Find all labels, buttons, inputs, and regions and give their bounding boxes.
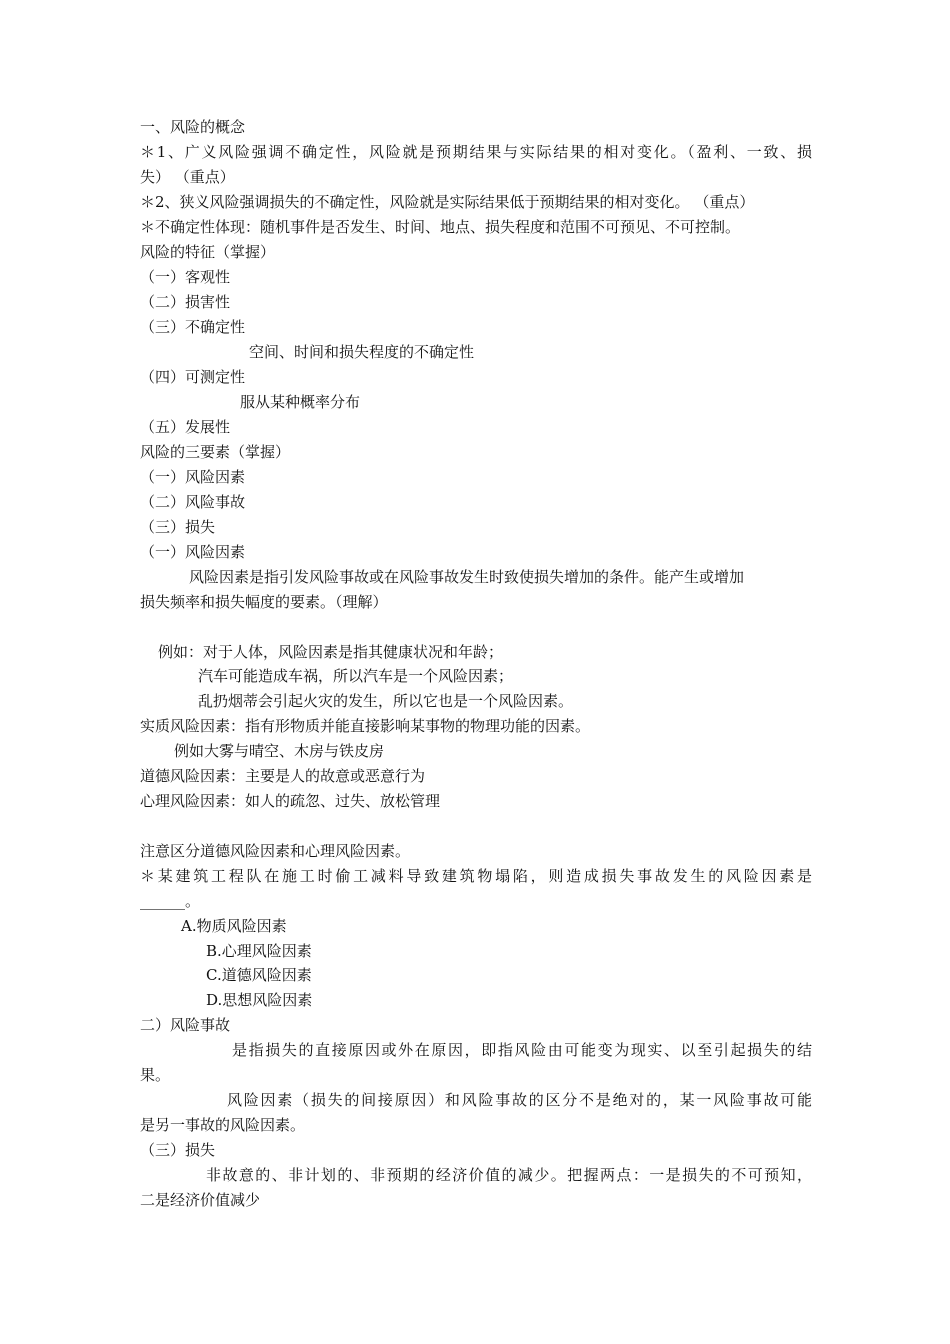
heading-three-elements: 风险的三要素（掌握）: [140, 443, 291, 461]
list-item: （五）发展性: [140, 418, 231, 436]
text-line: 汽车可能造成车祸，所以汽车是一个风险因素；: [198, 667, 514, 685]
heading-risk-features: 风险的特征（掌握）: [140, 243, 276, 261]
subheading: （三）损失: [140, 1141, 216, 1159]
text-line: 实质风险因素：指有形物质并能直接影响某事物的物理功能的因素。: [140, 717, 591, 735]
text-line: 是指损失的直接原因或外在原因，即指风险由可能变为现实、以至引起损失的结: [232, 1041, 812, 1059]
text-line: 例如大雾与晴空、木房与铁皮房: [174, 742, 385, 760]
list-item: （三）不确定性: [140, 318, 246, 336]
text-line: ＊不确定性体现：随机事件是否发生、时间、地点、损失程度和范围不可预见、不可控制。: [140, 218, 741, 236]
text-line: 失） （重点）: [140, 168, 235, 186]
text-line: 例如：对于人体，风险因素是指其健康状况和年龄；: [158, 643, 504, 661]
option-d: D.思想风险因素: [206, 991, 313, 1009]
heading-risk-concept: 一、风险的概念: [140, 118, 246, 136]
list-item: （四）可测定性: [140, 368, 246, 386]
option-a: A.物质风险因素: [181, 917, 287, 935]
text-line: 果。: [140, 1066, 171, 1084]
question-stem: ＊某建筑工程队在施工时偷工减料导致建筑物塌陷，则造成损失事故发生的风险因素是: [140, 867, 812, 885]
text-line: ＊1、广义风险强调不确定性，风险就是预期结果与实际结果的相对变化。（盈利、一致、损: [140, 143, 812, 161]
text-line: 是另一事故的风险因素。: [140, 1116, 306, 1134]
text-line: 非故意的、非计划的、非预期的经济价值的减少。把握两点：一是损失的不可预知，: [206, 1166, 812, 1184]
text-line: ＊2、狭义风险强调损失的不确定性，风险就是实际结果低于预期结果的相对变化。 （重点）: [140, 193, 755, 211]
text-line: 风险因素（损失的间接原因）和风险事故的区分不是绝对的，某一风险事故可能: [227, 1091, 812, 1109]
list-item: （二）损害性: [140, 293, 231, 311]
option-c: C.道德风险因素: [206, 966, 312, 984]
text-line: 空间、时间和损失程度的不确定性: [249, 343, 475, 361]
list-item: （二）风险事故: [140, 493, 246, 511]
question-blank: ______。: [140, 892, 201, 910]
subheading: （一）风险因素: [140, 543, 246, 561]
text-line: 损失频率和损失幅度的要素。（理解）: [140, 593, 388, 611]
option-b: B.心理风险因素: [206, 942, 312, 960]
text-line: 道德风险因素：主要是人的故意或恶意行为: [140, 767, 426, 785]
list-item: （三）损失: [140, 518, 216, 536]
text-line: 二是经济价值减少: [140, 1191, 261, 1209]
list-item: （一）风险因素: [140, 468, 246, 486]
list-item: （一）客观性: [140, 268, 231, 286]
text-line: 风险因素是指引发风险事故或在风险事故发生时致使损失增加的条件。能产生或增加: [189, 568, 745, 586]
text-line: 心理风险因素：如人的疏忽、过失、放松管理: [140, 792, 441, 810]
text-line: 乱扔烟蒂会引起火灾的发生，所以它也是一个风险因素。: [198, 692, 574, 710]
text-line: 服从某种概率分布: [240, 393, 361, 411]
subheading: 二）风险事故: [140, 1016, 231, 1034]
text-line: 注意区分道德风险因素和心理风险因素。: [140, 842, 411, 860]
